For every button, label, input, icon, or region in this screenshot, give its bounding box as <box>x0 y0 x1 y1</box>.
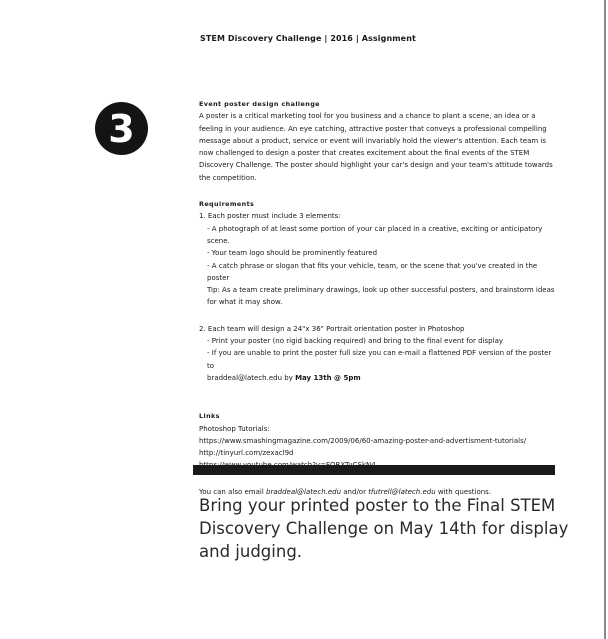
event-description: A poster is a critical marketing tool for you business and a chance to plant a scene, an idea or a feeling in your audience. An eye catching, attractive poster that conveys a professional compelling message about a product, service or event will invariably hold the viewer's attention. Each team is now challenged to design a poster that creates excitement about the final events of the STEM Discovery Challenge. The poster should highlight your car's design and your team's attitude towards the competition. <box>199 112 553 182</box>
requirement-tip: Tip: As a team create preliminary drawings, look up other successful posters, and brainstorm ideas for what it may show. <box>207 286 555 307</box>
page-header: STEM Discovery Challenge | 2016 | Assignment <box>200 34 416 43</box>
closing-statement: Bring your printed poster to the Final STEM Discovery Challenge on May 14th for display and judging. <box>199 496 569 561</box>
requirement-2-intro: 2. Each team will design a 24"x 36" Portrait orientation poster in Photoshop <box>199 324 465 333</box>
event-section-title: Event poster design challenge <box>199 100 320 108</box>
tutorial-link[interactable]: https://www.smashingmagazine.com/2009/06/60-amazing-poster-and-advertisment-tutorials/ <box>199 436 527 445</box>
links-label: Photoshop Tutorials: <box>199 424 270 433</box>
submission-deadline: May 13th @ 5pm <box>295 373 361 382</box>
submission-email[interactable]: braddeal@latech.edu by <box>207 373 296 382</box>
assignment-content <box>199 98 559 498</box>
requirement-1-intro: 1. Each poster must include 3 elements: <box>199 212 341 221</box>
section-divider <box>193 465 555 475</box>
contact-prefix: You can also email <box>199 487 267 496</box>
contact-email-link[interactable]: braddeal@latech.edu <box>266 487 342 496</box>
submission-email-line <box>199 372 559 384</box>
requirement-1-bullet: - Your team logo should be prominently featured <box>207 249 378 258</box>
contact-email-link[interactable]: tfutrell@latech.edu <box>368 487 436 496</box>
contact-suffix: with questions. <box>435 487 492 496</box>
requirement-1-bullet: - A catch phrase or slogan that fits your vehicle, team, or the scene that you've created in the poster <box>207 261 538 282</box>
requirement-1-bullet: - A photograph of at least some portion of your car placed in a creative, exciting or anticipatory scene. <box>207 224 543 245</box>
tutorial-link[interactable]: http://tinyurl.com/zexacl9d <box>199 449 294 458</box>
requirements-section-title: Requirements <box>199 200 255 209</box>
requirement-2-bullet: - If you are unable to print the poster full size you can e-mail a flattened PDF version of the poster to <box>207 349 552 370</box>
step-number-badge: 3 <box>95 102 148 155</box>
links-section-title: Links <box>199 412 220 421</box>
contact-mid: and/or <box>341 487 369 496</box>
requirement-2-bullet: - Print your poster (no rigid backing required) and bring to the final event for display <box>207 337 503 346</box>
